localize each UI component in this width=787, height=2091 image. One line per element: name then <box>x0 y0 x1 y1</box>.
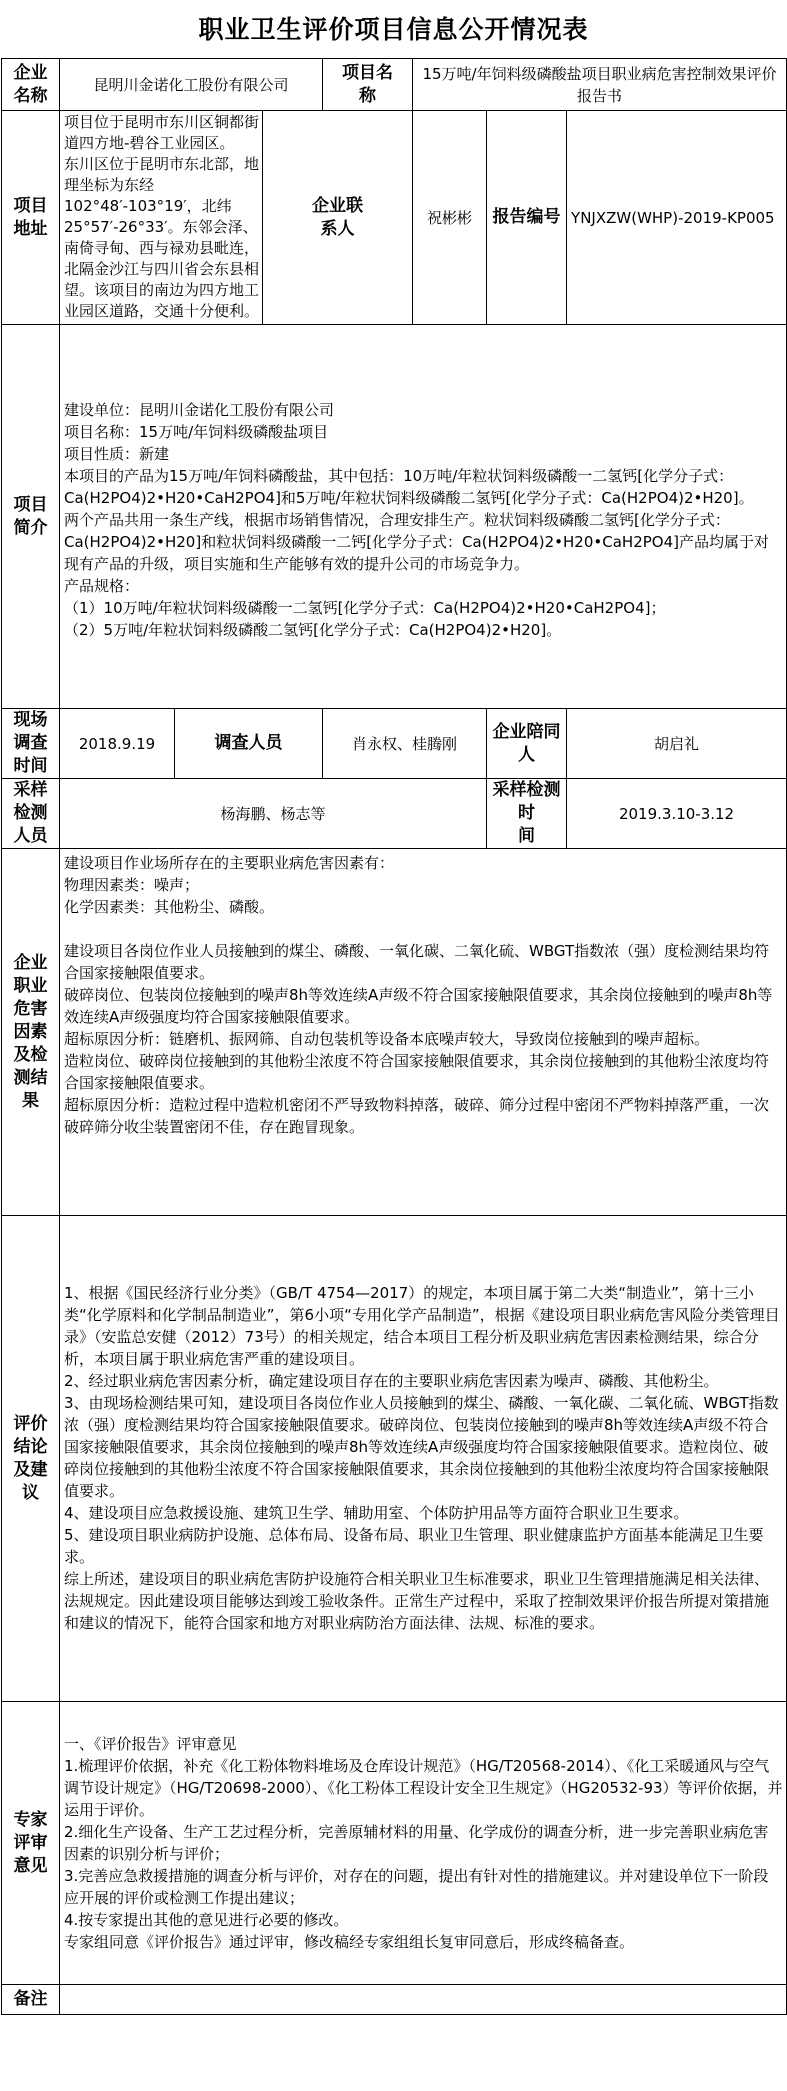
expert-paragraph: 4.按专家提出其他的意见进行必要的修改。 <box>64 1910 349 1929</box>
intro-paragraph: 两个产品共用一条生产线，根据市场销售情况，合理安排生产。粒状饲料级磷酸二氢钙[化学分子式：Ca(H2PO4)2•H20]和粒状饲料级磷酸一二钙[化学分子式：Ca(H2PO4)2•H20•CaH2PO4]产品均属于对现有产品的升级，项目实施和生产能够有效的提升公司的市场竞争力。 <box>64 510 769 573</box>
contact-value: 祝彬彬 <box>413 111 487 325</box>
intro-paragraph: 项目性质：新建 <box>64 444 170 463</box>
expert-paragraph: 一、《评价报告》评审意见 <box>64 1734 237 1753</box>
label-company-contact: 企业联 系人 <box>263 111 413 325</box>
intro-paragraph: 项目名称：15万吨/年饲料级磷酸盐项目 <box>64 422 329 441</box>
project-name-value: 15万吨/年饲料级磷酸盐项目职业病危害控制效果评价报告书 <box>413 59 787 111</box>
investigators-value: 肖永权、桂腾刚 <box>323 709 487 779</box>
page-title: 职业卫生评价项目信息公开情况表 <box>198 15 589 44</box>
expert-paragraph: 3.完善应急救援措施的调查分析与评价，对存在的问题，提出有针对性的措施建议。并对建设单位下一阶段应开展的评价或检测工作提出建议； <box>64 1866 769 1907</box>
info-table <box>1 58 787 2015</box>
hazards-paragraph: 破碎岗位、包装岗位接触到的噪声8h等效连续A声级不符合国家接触限值要求，其余岗位接触到的噪声8h等效连续A声级强度均符合国家接触限值要求。 <box>64 986 773 1026</box>
label-hazards: 企业 职业 危害 因素 及检 测结 果 <box>2 849 60 1216</box>
label-sampling-time: 采样检测时 间 <box>487 779 567 849</box>
intro-paragraph: 产品规格： <box>64 576 140 595</box>
conclusion-paragraph: 4、建设项目应急救援设施、建筑卫生学、辅助用室、个体防护用品等方面符合职业卫生要求。 <box>64 1504 689 1522</box>
sampling-staff-value: 杨海鹏、杨志等 <box>60 779 487 849</box>
label-company-escort: 企业陪同人 <box>487 709 567 779</box>
label-sampling-staff: 采样 检测 人员 <box>2 779 60 849</box>
hazards-paragraph <box>64 918 783 940</box>
conclusion-paragraph: 2、经过职业病危害因素分析，确定建设项目存在的主要职业病危害因素为噪声、磷酸、其他粉尘。 <box>64 1372 719 1390</box>
project-address-value: 项目位于昆明市东川区铜都街道四方地-碧谷工业园区。 东川区位于昆明市东北部，地理坐标为东经102°48′-103°19′，北纬25°57′-26°33′。东邻会泽、南倚寻甸、西与禄劝县毗连，北隔金沙江与四川省会东县相望。该项目的南边为四方地工业园区道路，交通十分便利。 <box>60 111 263 325</box>
intro-paragraph: 建设单位：昆明川金诺化工股份有限公司 <box>64 400 335 419</box>
conclusion-paragraph: 3、由现场检测结果可知，建设项目各岗位作业人员接触到的煤尘、磷酸、一氧化碳、二氧化硫、WBGT指数浓（强）度检测结果均符合国家接触限值要求。破碎岗位、包装岗位接触到的噪声8h等效连续A声级不符合国家接触限值要求，其余岗位接触到的噪声8h等效连续A声级强度均符合国家接触限值要求。造粒岗位、破碎岗位接触到的其他粉尘浓度不符合国家接触限值要求，其余岗位接触到的其他粉尘浓度均符合国家接触限值要求。 <box>64 1394 779 1500</box>
hazards-paragraph: 造粒岗位、破碎岗位接触到的其他粉尘浓度不符合国家接触限值要求，其余岗位接触到的其他粉尘浓度均符合国家接触限值要求。 <box>64 1052 770 1092</box>
conclusion-text <box>60 1216 787 1702</box>
expert-paragraph: 2.细化生产设备、生产工艺过程分析，完善原辅材料的用量、化学成份的调查分析，进一步完善职业病危害因素的识别分析与评价； <box>64 1822 769 1863</box>
conclusion-paragraph: 综上所述，建设项目的职业病危害防护设施符合相关职业卫生标准要求，职业卫生管理措施满足相关法律、法规规定。因此建设项目能够达到竣工验收条件。正常生产过程中，采取了控制效果评价报告所提对策措施和建议的情况下，能符合国家和地方对职业病防治方面法律、法规、标准的要求。 <box>64 1570 770 1632</box>
hazards-paragraph: 物理因素类：噪声； <box>64 876 200 894</box>
expert-paragraph: 专家组同意《评价报告》通过评审，修改稿经专家组组长复审同意后，形成终稿备查。 <box>64 1932 635 1951</box>
label-expert: 专家 评审 意见 <box>2 1702 60 1985</box>
company-escort-value: 胡启礼 <box>567 709 787 779</box>
hazards-paragraph: 化学因素类：其他粉尘、磷酸。 <box>64 898 275 916</box>
report-no-value: YNJXZW(WHP)-2019-KP005 <box>567 111 787 325</box>
intro-paragraph: （2）5万吨/年粒状饲料级磷酸二氢钙[化学分子式：Ca(H2PO4)2•H20]。 <box>64 620 562 639</box>
intro-paragraph: （1）10万吨/年粒状饲料级磷酸一二氢钙[化学分子式：Ca(H2PO4)2•H20•CaH2PO4]； <box>64 598 666 617</box>
conclusion-paragraph: 5、建设项目职业病防护设施、总体布局、设备布局、职业卫生管理、职业健康监护方面基本能满足卫生要求。 <box>64 1526 764 1566</box>
conclusion-paragraph: 1、根据《国民经济行业分类》（GB/T 4754—2017）的规定，本项目属于第二大类“制造业”，第十三小类“化学原料和化学制品制造业”，第6小项“专用化学产品制造”，根据《建设项目职业病危害风险分类管理目录》（安监总安健（2012）73号）的相关规定，结合本项目工程分析及职业病危害因素检测结果，综合分析，本项目属于职业病危害严重的建设项目。 <box>64 1284 780 1368</box>
expert-paragraph: 1.梳理评价依据，补充《化工粉体物料堆场及仓库设计规范》（HG/T20568-2014）、《化工采暖通风与空气调节设计规定》（HG/T20698-2000）、《化工粉体工程设计安全卫生规定》（HG20532-93）等评价依据，并运用于评价。 <box>64 1756 783 1819</box>
survey-time-value: 2018.9.19 <box>60 709 175 779</box>
hazards-paragraph: 超标原因分析：链磨机、振网筛、自动包装机等设备本底噪声较大，导致岗位接触到的噪声超标。 <box>64 1030 710 1048</box>
remark-value <box>60 1985 787 2015</box>
project-intro-text <box>60 325 787 709</box>
label-project-address: 项目 地址 <box>2 111 60 325</box>
hazards-text <box>60 849 787 1216</box>
label-company-name: 企业 名称 <box>2 59 60 111</box>
sampling-time-value: 2019.3.10-3.12 <box>567 779 787 849</box>
label-survey-time: 现场 调查 时间 <box>2 709 60 779</box>
company-name-value: 昆明川金诺化工股份有限公司 <box>60 59 323 111</box>
hazards-paragraph: 建设项目各岗位作业人员接触到的煤尘、磷酸、一氧化碳、二氧化硫、WBGT指数浓（强）度检测结果均符合国家接触限值要求。 <box>64 942 770 982</box>
hazards-paragraph: 超标原因分析：造粒过程中造粒机密闭不严导致物料掉落，破碎、筛分过程中密闭不严物料掉落严重，一次破碎筛分收尘装置密闭不佳，存在跑冒现象。 <box>64 1096 770 1136</box>
label-project-name: 项目名 称 <box>323 59 413 111</box>
intro-paragraph: 本项目的产品为15万吨/年饲料磷酸盐，其中包括：10万吨/年粒状饲料级磷酸一二氢钙[化学分子式：Ca(H2PO4)2•H20•CaH2PO4]和5万吨/年粒状饲料级磷酸二氢钙[化学分子式：Ca(H2PO4)2•H20]。 <box>64 466 754 507</box>
label-project-intro: 项目 简介 <box>2 325 60 709</box>
label-investigators: 调查人员 <box>175 709 323 779</box>
label-remark: 备注 <box>2 1985 60 2015</box>
expert-text <box>60 1702 787 1985</box>
hazards-paragraph: 建设项目作业场所存在的主要职业病危害因素有： <box>64 854 395 872</box>
label-conclusion: 评价 结论 及建 议 <box>2 1216 60 1702</box>
label-report-no: 报告编号 <box>487 111 567 325</box>
